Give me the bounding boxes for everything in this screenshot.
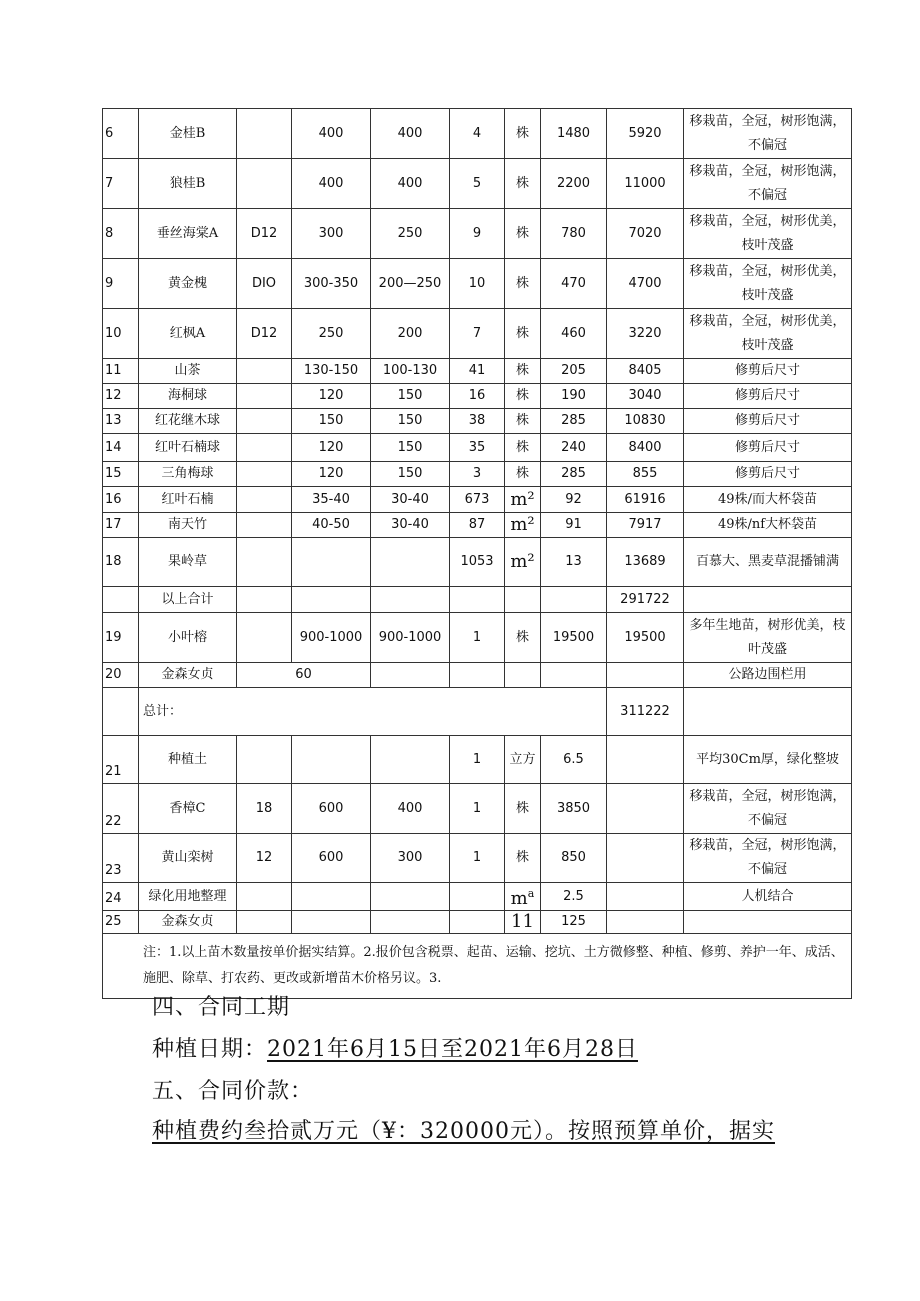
crown-width [371, 883, 450, 911]
height: 150 [292, 409, 371, 434]
subtotal-value: 291722 [607, 587, 684, 613]
quantity: 10 [450, 259, 505, 309]
unit-price: 1480 [541, 109, 607, 159]
row-number: 15 [103, 462, 139, 487]
unit: 株 [505, 209, 541, 259]
diameter: DIO [237, 259, 292, 309]
diameter [237, 538, 292, 587]
unit-price: 285 [541, 409, 607, 434]
height: 300 [292, 209, 371, 259]
crown-width: 200 [371, 309, 450, 359]
height [292, 538, 371, 587]
grand-total-row [103, 688, 852, 736]
row-number: 14 [103, 434, 139, 462]
height [292, 911, 371, 934]
quantity [450, 883, 505, 911]
height: 300-350 [292, 259, 371, 309]
line-total: 11000 [607, 159, 684, 209]
table-row [103, 309, 852, 359]
height: 600 [292, 834, 371, 883]
line-total: 855 [607, 462, 684, 487]
table-row [103, 359, 852, 384]
line-total [607, 834, 684, 883]
crown-width: 250 [371, 209, 450, 259]
unit: 株 [505, 359, 541, 384]
quantity: 1053 [450, 538, 505, 587]
row-number: 10 [103, 309, 139, 359]
unit-price: 2.5 [541, 883, 607, 911]
unit-superscript: a [527, 887, 535, 900]
row-number: 8 [103, 209, 139, 259]
unit: 株 [505, 462, 541, 487]
line-total: 13689 [607, 538, 684, 587]
footnote-row [103, 934, 852, 999]
empty-cell [684, 587, 852, 613]
height: 400 [292, 109, 371, 159]
unit: 11 [505, 911, 541, 934]
height: 120 [292, 434, 371, 462]
unit: m² [505, 513, 541, 538]
diameter [237, 613, 292, 663]
plant-name: 南天竹 [139, 513, 237, 538]
line-total [607, 911, 684, 934]
remark: 公路边围栏用 [684, 663, 852, 688]
unit-price: 470 [541, 259, 607, 309]
table-row [103, 384, 852, 409]
unit: 株 [505, 784, 541, 834]
plant-name: 黄山栾树 [139, 834, 237, 883]
remark: 49株/而大杯袋苗 [684, 487, 852, 513]
quantity: 1 [450, 834, 505, 883]
remark: 修剪后尺寸 [684, 359, 852, 384]
section-5-heading: 五、合同价款： [152, 1079, 314, 1104]
height: 120 [292, 384, 371, 409]
table-row [103, 109, 852, 159]
diameter [237, 736, 292, 784]
contract-price-text: 种植费约叁拾贰万元（¥：320000元）。按照预算单价，据实 [152, 1119, 775, 1144]
crown-width: 400 [371, 159, 450, 209]
crown-width [371, 736, 450, 784]
period-value: 2021年6月15日至2021年6月28日 [267, 1037, 638, 1062]
line-total [607, 736, 684, 784]
row-number: 25 [103, 911, 139, 934]
unit-price: 2200 [541, 159, 607, 209]
height: 130-150 [292, 359, 371, 384]
diameter [237, 462, 292, 487]
row-number: 20 [103, 663, 139, 688]
empty-cell [450, 663, 505, 688]
unit-price: 13 [541, 538, 607, 587]
crown-width: 150 [371, 462, 450, 487]
plant-name: 香樟C [139, 784, 237, 834]
height: 250 [292, 309, 371, 359]
unit-price: 205 [541, 359, 607, 384]
diameter: D12 [237, 209, 292, 259]
quantity: 87 [450, 513, 505, 538]
row-number: 24 [103, 883, 139, 911]
remark: 移栽苗，全冠，树形优美，枝叶茂盛 [684, 259, 852, 309]
height: 120 [292, 462, 371, 487]
row-number: 6 [103, 109, 139, 159]
unit-price: 19500 [541, 613, 607, 663]
empty-cell [541, 663, 607, 688]
unit: 株 [505, 434, 541, 462]
diameter [237, 911, 292, 934]
unit-main: m [510, 888, 528, 909]
line-total: 7917 [607, 513, 684, 538]
diameter [237, 513, 292, 538]
row-number: 13 [103, 409, 139, 434]
section-4-heading: 四、合同工期 [152, 995, 291, 1020]
unit: 株 [505, 309, 541, 359]
remark: 平均30Cm厚，绿化整坡 [684, 736, 852, 784]
plant-name: 小叶榕 [139, 613, 237, 663]
empty-cell [371, 663, 450, 688]
line-total: 8405 [607, 359, 684, 384]
table-row [103, 883, 852, 911]
diameter: D12 [237, 309, 292, 359]
row-number: 7 [103, 159, 139, 209]
crown-width: 30-40 [371, 487, 450, 513]
empty-cell [103, 688, 139, 736]
quantity: 673 [450, 487, 505, 513]
plant-name: 山茶 [139, 359, 237, 384]
remark: 修剪后尺寸 [684, 384, 852, 409]
empty-cell [505, 663, 541, 688]
remark: 移栽苗，全冠，树形饱满，不偏冠 [684, 834, 852, 883]
plant-name: 绿化用地整理 [139, 883, 237, 911]
plant-name: 红叶石楠球 [139, 434, 237, 462]
remark: 百慕大、黑麦草混播铺满 [684, 538, 852, 587]
plant-name: 红枫A [139, 309, 237, 359]
diameter [237, 883, 292, 911]
plant-table [102, 108, 852, 999]
unit-price: 3850 [541, 784, 607, 834]
table-row [103, 434, 852, 462]
quantity: 16 [450, 384, 505, 409]
footnote: 注：1.以上苗木数量按单价据实结算。2.报价包含税票、起苗、运输、挖坑、土方微修整、种植、修剪、养护一年、成活、施肥、除草、打农药、更改或新增苗木价格另议。3. [103, 934, 852, 999]
plant-name: 垂丝海棠A [139, 209, 237, 259]
crown-width [371, 911, 450, 934]
grand-total-label: 总计： [139, 688, 607, 736]
plant-name: 种植土 [139, 736, 237, 784]
empty-cell [505, 587, 541, 613]
remark: 人机结合 [684, 883, 852, 911]
crown-width: 150 [371, 409, 450, 434]
remark: 移栽苗，全冠，树形优美，枝叶茂盛 [684, 309, 852, 359]
unit: 株 [505, 109, 541, 159]
unit: 株 [505, 384, 541, 409]
quantity: 41 [450, 359, 505, 384]
crown-width: 100-130 [371, 359, 450, 384]
crown-width [371, 538, 450, 587]
height [292, 883, 371, 911]
unit-price: 92 [541, 487, 607, 513]
quantity: 9 [450, 209, 505, 259]
line-total: 4700 [607, 259, 684, 309]
diameter [237, 434, 292, 462]
empty-cell [541, 587, 607, 613]
grand-total-value: 311222 [607, 688, 684, 736]
remark: 移栽苗，全冠，树形饱满，不偏冠 [684, 109, 852, 159]
row-number: 17 [103, 513, 139, 538]
quantity: 5 [450, 159, 505, 209]
table-row [103, 736, 852, 784]
remark: 移栽苗，全冠，树形饱满，不偏冠 [684, 784, 852, 834]
unit-price: 240 [541, 434, 607, 462]
crown-width: 400 [371, 109, 450, 159]
crown-width: 400 [371, 784, 450, 834]
planting-period [152, 1032, 638, 1063]
unit-price: 850 [541, 834, 607, 883]
price-table [102, 108, 851, 999]
plant-name: 狼桂B [139, 159, 237, 209]
empty-cell [371, 587, 450, 613]
unit-price: 6.5 [541, 736, 607, 784]
subtotal-row [103, 587, 852, 613]
plant-name: 海桐球 [139, 384, 237, 409]
empty-cell [607, 663, 684, 688]
crown-width: 150 [371, 434, 450, 462]
quantity: 1 [450, 784, 505, 834]
table-row [103, 784, 852, 834]
crown-width: 200—250 [371, 259, 450, 309]
height: 60 [237, 663, 371, 688]
remark: 移栽苗，全冠，树形优美，枝叶茂盛 [684, 209, 852, 259]
table-row [103, 538, 852, 587]
remark: 修剪后尺寸 [684, 434, 852, 462]
quantity: 7 [450, 309, 505, 359]
height [292, 736, 371, 784]
diameter [237, 487, 292, 513]
unit: 株 [505, 159, 541, 209]
line-total: 3040 [607, 384, 684, 409]
diameter [237, 159, 292, 209]
plant-name: 果岭草 [139, 538, 237, 587]
crown-width: 900-1000 [371, 613, 450, 663]
quantity: 4 [450, 109, 505, 159]
plant-name: 三角梅球 [139, 462, 237, 487]
empty-cell [237, 587, 292, 613]
row-number: 22 [103, 784, 139, 834]
table-row [103, 159, 852, 209]
height: 900-1000 [292, 613, 371, 663]
table-row [103, 209, 852, 259]
line-total: 8400 [607, 434, 684, 462]
plant-name: 金森女贞 [139, 663, 237, 688]
diameter [237, 359, 292, 384]
crown-width: 300 [371, 834, 450, 883]
table-row [103, 409, 852, 434]
line-total: 3220 [607, 309, 684, 359]
table-row [103, 462, 852, 487]
table-row [103, 513, 852, 538]
row-number: 12 [103, 384, 139, 409]
plant-name: 黄金槐 [139, 259, 237, 309]
unit-price: 190 [541, 384, 607, 409]
diameter: 12 [237, 834, 292, 883]
unit: m² [505, 487, 541, 513]
diameter [237, 109, 292, 159]
unit [505, 883, 541, 911]
row-number: 19 [103, 613, 139, 663]
subtotal-label: 以上合计 [139, 587, 237, 613]
unit-price: 91 [541, 513, 607, 538]
empty-cell [684, 688, 852, 736]
unit: 立方 [505, 736, 541, 784]
table-row [103, 613, 852, 663]
row-number: 21 [103, 736, 139, 784]
remark: 49株/nf大杯袋苗 [684, 513, 852, 538]
unit: 株 [505, 259, 541, 309]
unit-price: 460 [541, 309, 607, 359]
empty-cell [450, 587, 505, 613]
row-number: 16 [103, 487, 139, 513]
row-number: 23 [103, 834, 139, 883]
crown-width: 150 [371, 384, 450, 409]
unit-price: 125 [541, 911, 607, 934]
table-row [103, 911, 852, 934]
line-total: 5920 [607, 109, 684, 159]
crown-width: 30-40 [371, 513, 450, 538]
unit-price: 780 [541, 209, 607, 259]
unit: 株 [505, 834, 541, 883]
quantity: 35 [450, 434, 505, 462]
remark: 修剪后尺寸 [684, 462, 852, 487]
quantity [450, 911, 505, 934]
row-number: 18 [103, 538, 139, 587]
line-total [607, 784, 684, 834]
quantity: 3 [450, 462, 505, 487]
quantity: 1 [450, 736, 505, 784]
row-number: 11 [103, 359, 139, 384]
line-total: 19500 [607, 613, 684, 663]
height: 400 [292, 159, 371, 209]
plant-name: 金森女贞 [139, 911, 237, 934]
unit: m² [505, 538, 541, 587]
diameter [237, 384, 292, 409]
plant-name: 红叶石楠 [139, 487, 237, 513]
plant-name: 金桂B [139, 109, 237, 159]
period-label: 种植日期： [152, 1037, 268, 1062]
empty-cell [292, 587, 371, 613]
line-total: 61916 [607, 487, 684, 513]
table-row [103, 259, 852, 309]
table-row [103, 487, 852, 513]
diameter: 18 [237, 784, 292, 834]
line-total: 10830 [607, 409, 684, 434]
remark [684, 911, 852, 934]
plant-name: 红花继木球 [139, 409, 237, 434]
quantity: 38 [450, 409, 505, 434]
height: 35-40 [292, 487, 371, 513]
unit-price: 285 [541, 462, 607, 487]
line-total: 7020 [607, 209, 684, 259]
remark: 修剪后尺寸 [684, 409, 852, 434]
remark: 移栽苗，全冠，树形饱满，不偏冠 [684, 159, 852, 209]
empty-cell [103, 587, 139, 613]
unit: 株 [505, 409, 541, 434]
remark: 多年生地苗，树形优美，枝叶茂盛 [684, 613, 852, 663]
diameter [237, 409, 292, 434]
height: 40-50 [292, 513, 371, 538]
unit: 株 [505, 613, 541, 663]
row-number: 9 [103, 259, 139, 309]
quantity: 1 [450, 613, 505, 663]
table-row [103, 834, 852, 883]
table-row [103, 663, 852, 688]
height: 600 [292, 784, 371, 834]
line-total [607, 883, 684, 911]
